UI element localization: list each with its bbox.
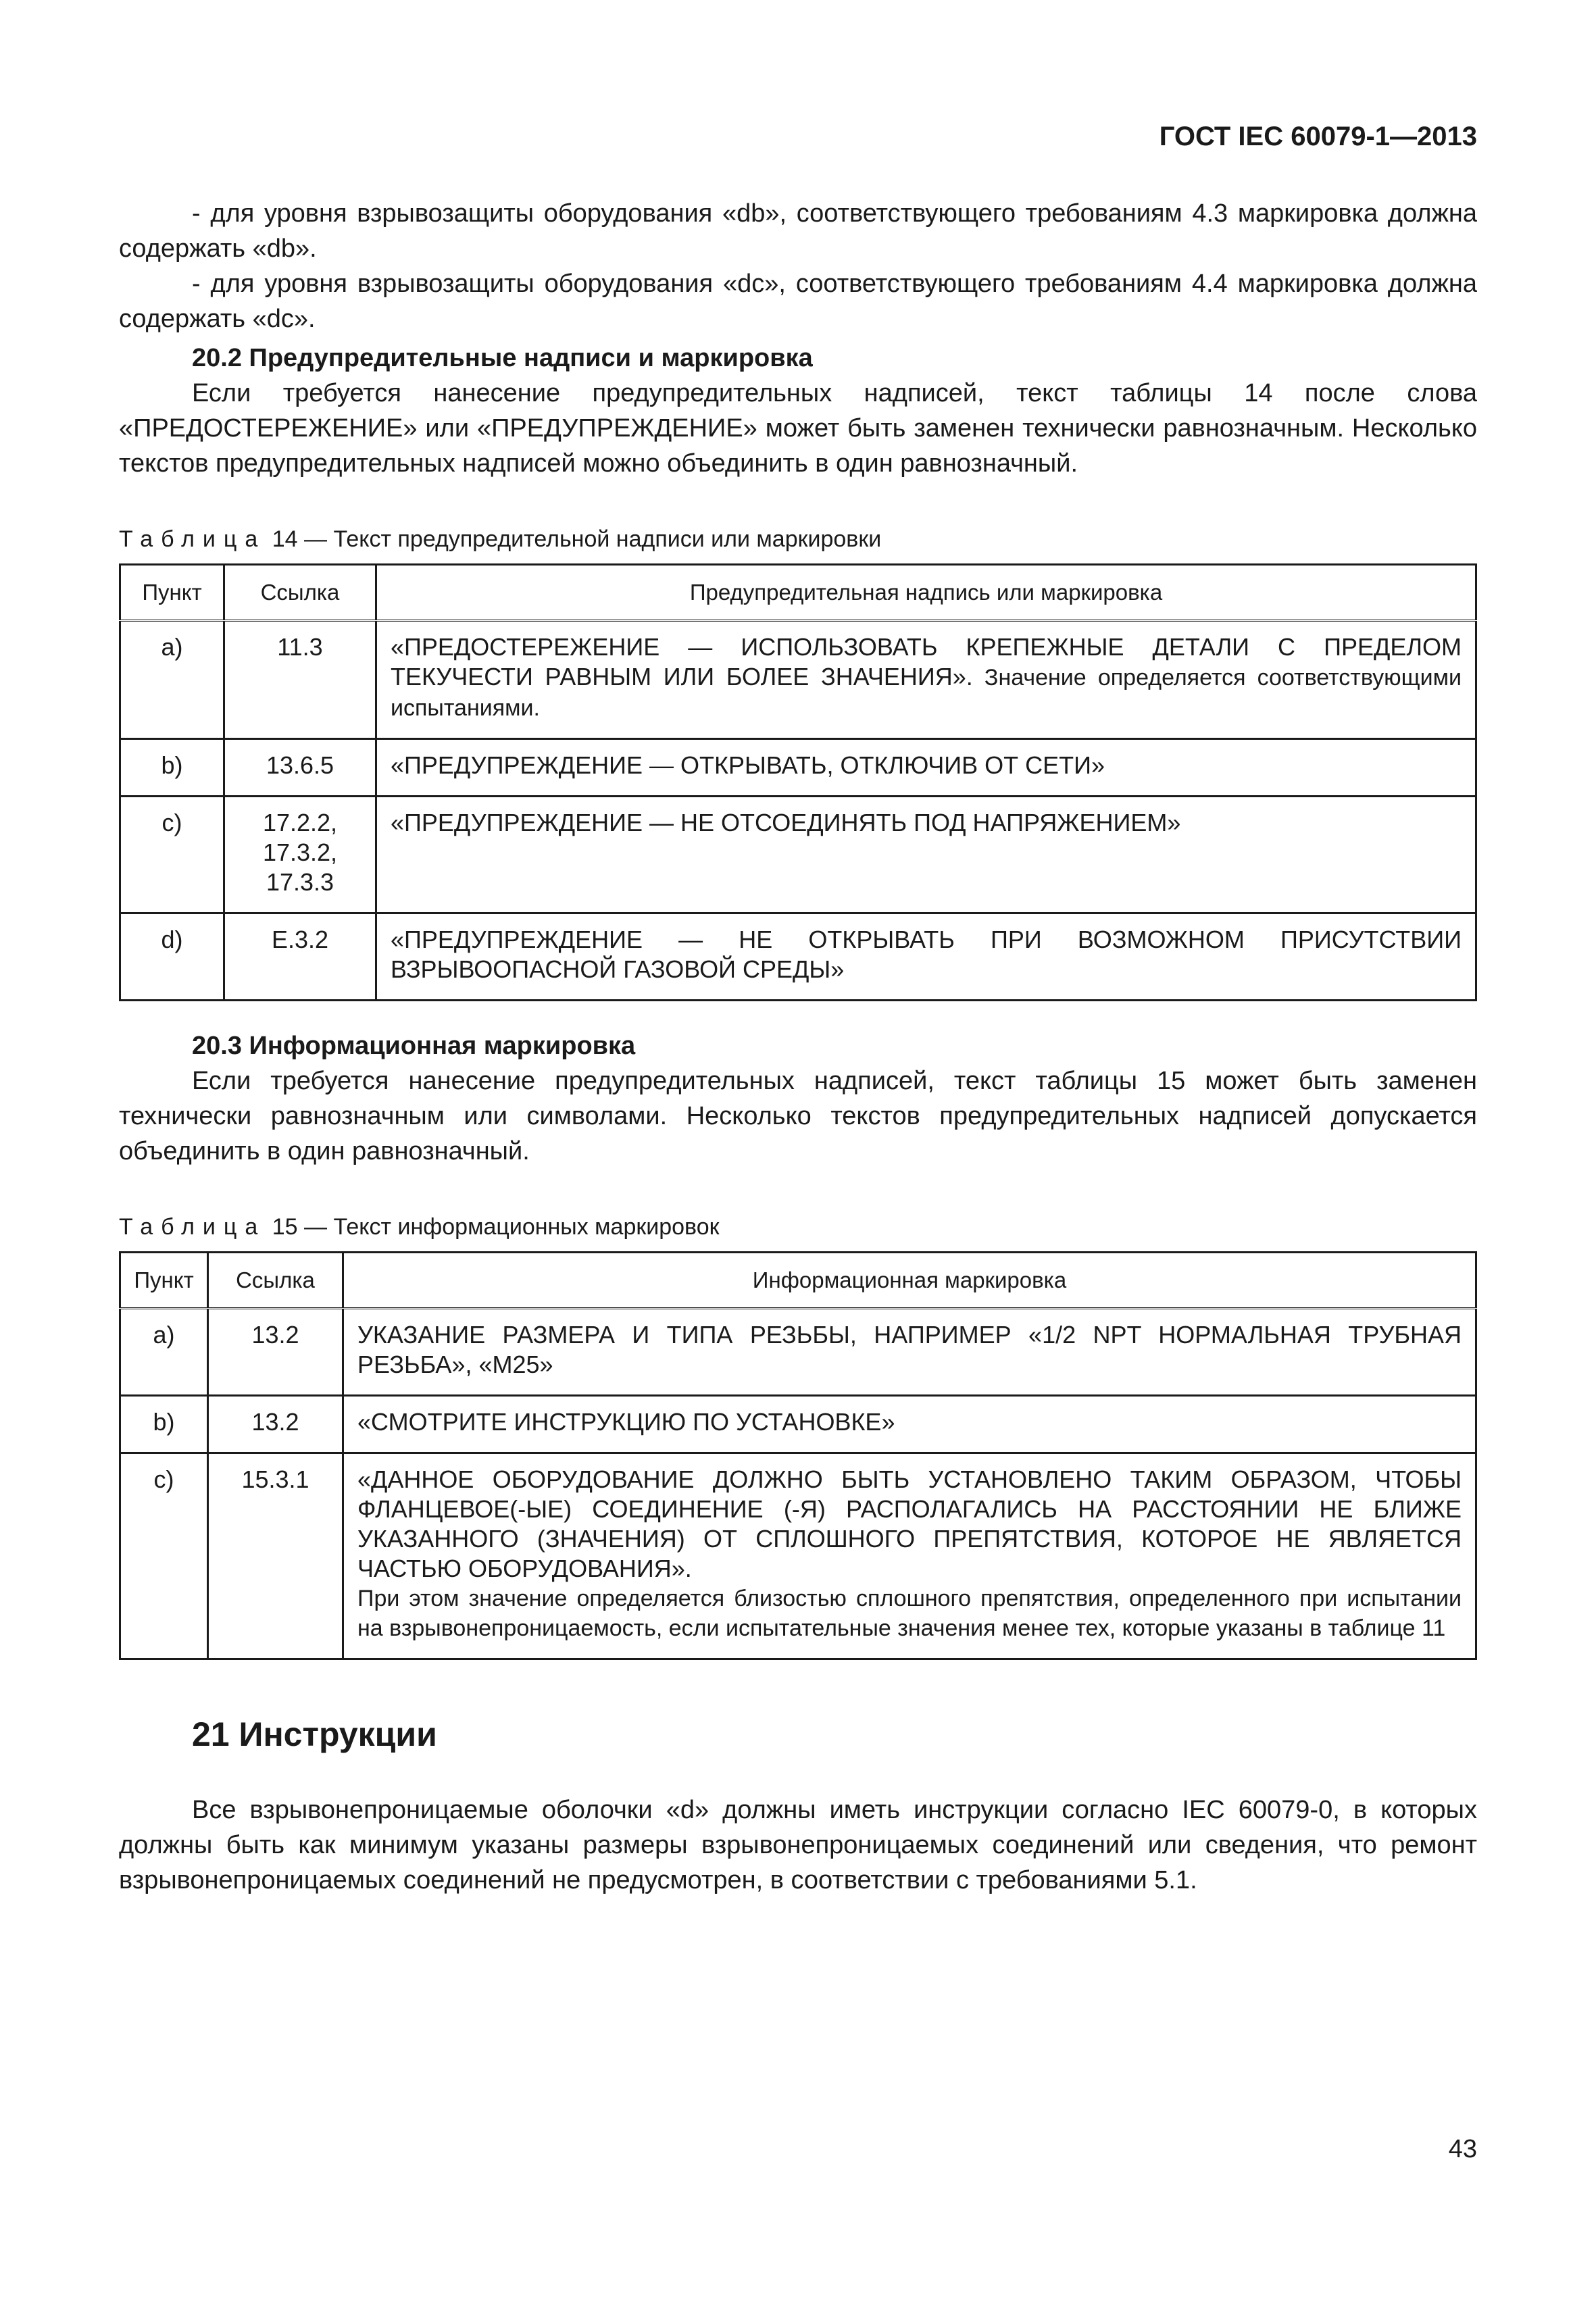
section-text-20-2: Если требуется нанесение предупредительных надписей, текст таблицы 14 после слова «ПРЕДОСТЕРЕЖЕНИЕ» или «ПРЕДУПРЕЖДЕНИЕ» может быть заменен технически равнозначным. Несколько текстов предупредительных надписей можно объединить в один равнозначный. [119, 379, 1477, 478]
cell-reference: 11.3 [224, 621, 376, 739]
column-header-reference: Ссылка [224, 565, 376, 621]
column-header-marking: Информационная маркировка [343, 1253, 1476, 1309]
page-number: 43 [1448, 2135, 1477, 2163]
column-header-item: Пункт [120, 1253, 208, 1309]
table-row [120, 797, 1476, 913]
column-header-item: Пункт [120, 565, 224, 621]
cell-item: c) [120, 797, 224, 913]
cell-marking: «ДАННОЕ ОБОРУДОВАНИЕ ДОЛЖНО БЫТЬ УСТАНОВЛЕНО ТАКИМ ОБРАЗОМ, ЧТОБЫ ФЛАНЦЕВОЕ(-ЫЕ) СОЕДИНЕНИЕ (-Я) РАСПОЛАГАЛИСЬ НА РАССТОЯНИИ НЕ БЛИЖЕ УКАЗАННОГО (ЗНАЧЕНИЯ) ОТ СПЛОШНОГО ПРЕПЯТСТВИЯ, КОТОРОЕ НЕ ЯВЛЯЕТСЯ ЧАСТЬЮ ОБОРУДОВАНИЯ». При этом значение определяется близостью сплошного препятствия, определенного при испытании на взрывонепроницаемость, если испытательные значения менее тех, которые указаны в таблице 11 [343, 1453, 1476, 1659]
table-15-caption: Таблица 15 — Текст информационных маркировок [119, 1214, 720, 1240]
cell-note: Значение определяется соответствующими испытаниями. [391, 665, 1462, 721]
table-row [120, 1453, 1476, 1659]
cell-item: a) [120, 1309, 208, 1396]
cell-note: При этом значение определяется близостью сплошного препятствия, определенного при испытании на взрывонепроницаемость, если испытательные значения менее тех, которые указаны в таблице 11 [357, 1586, 1462, 1641]
table-row [120, 621, 1476, 739]
section-heading-21: 21 Инструкции [192, 1715, 437, 1753]
page-content [119, 196, 1477, 1898]
cell-marking: «СМОТРИТЕ ИНСТРУКЦИЮ ПО УСТАНОВКЕ» [343, 1396, 1476, 1453]
cell-marking: «ПРЕДОСТЕРЕЖЕНИЕ — ИСПОЛЬЗОВАТЬ КРЕПЕЖНЫЕ ДЕТАЛИ С ПРЕДЕЛОМ ТЕКУЧЕСТИ РАВНЫМ ИЛИ БОЛЕЕ ЗНАЧЕНИЯ». Значение определяется соответствующими испытаниями. [376, 621, 1476, 739]
table-row [120, 1396, 1476, 1453]
table-14 [119, 563, 1477, 1001]
cell-item: c) [120, 1453, 208, 1659]
cell-marking: «ПРЕДУПРЕЖДЕНИЕ — НЕ ОТКРЫВАТЬ ПРИ ВОЗМОЖНОМ ПРИСУТСТВИИ ВЗРЫВООПАСНОЙ ГАЗОВОЙ СРЕДЫ» [376, 913, 1476, 1001]
table-row [120, 1309, 1476, 1396]
cell-item: b) [120, 1396, 208, 1453]
cell-item: a) [120, 621, 224, 739]
cell-item: b) [120, 739, 224, 797]
cell-marking: УКАЗАНИЕ РАЗМЕРА И ТИПА РЕЗЬБЫ, НАПРИМЕР «1/2 NPT НОРМАЛЬНАЯ ТРУБНАЯ РЕЗЬБА», «M25» [343, 1309, 1476, 1396]
table-header-row [120, 565, 1476, 621]
section-heading-20-2: 20.2 Предупредительные надписи и маркировка [192, 344, 813, 372]
cell-marking: «ПРЕДУПРЕЖДЕНИЕ — НЕ ОТСОЕДИНЯТЬ ПОД НАПРЯЖЕНИЕМ» [376, 797, 1476, 913]
table-15 [119, 1251, 1477, 1660]
table-14-caption: Таблица 14 — Текст предупредительной надписи или маркировки [119, 526, 882, 552]
intro-paragraph-dc: - для уровня взрывозащиты оборудования «dc», соответствующего требованиям 4.4 маркировка должна содержать «dc». [119, 270, 1477, 333]
cell-marking: «ПРЕДУПРЕЖДЕНИЕ — ОТКРЫВАТЬ, ОТКЛЮЧИВ ОТ СЕТИ» [376, 739, 1476, 797]
cell-reference: 13.2 [208, 1309, 343, 1396]
table-row [120, 913, 1476, 1001]
table-row [120, 739, 1476, 797]
cell-item: d) [120, 913, 224, 1001]
table-header-row [120, 1253, 1476, 1309]
column-header-reference: Ссылка [208, 1253, 343, 1309]
cell-reference: 15.3.1 [208, 1453, 343, 1659]
cell-reference: 17.2.2, 17.3.2, 17.3.3 [224, 797, 376, 913]
cell-reference: 13.6.5 [224, 739, 376, 797]
intro-paragraph-db: - для уровня взрывозащиты оборудования «db», соответствующего требованиям 4.3 маркировка должна содержать «db». [119, 199, 1477, 263]
section-heading-20-3: 20.3 Информационная маркировка [192, 1032, 636, 1060]
document-header: ГОСТ IEC 60079-1—2013 [1159, 122, 1477, 151]
section-text-21: Все взрывонепроницаемые оболочки «d» должны иметь инструкции согласно IEC 60079-0, в которых должны быть как минимум указаны размеры взрывонепроницаемых соединений или сведения, что ремонт взрывонепроницаемых соединений не предусмотрен, в соответствии с требованиями 5.1. [119, 1796, 1477, 1894]
section-text-20-3: Если требуется нанесение предупредительных надписей, текст таблицы 15 может быть заменен технически равнозначным или символами. Несколько текстов предупредительных надписей допускается объединить в один равнозначный. [119, 1067, 1477, 1165]
column-header-marking: Предупредительная надпись или маркировка [376, 565, 1476, 621]
cell-reference: 13.2 [208, 1396, 343, 1453]
cell-reference: Е.3.2 [224, 913, 376, 1001]
